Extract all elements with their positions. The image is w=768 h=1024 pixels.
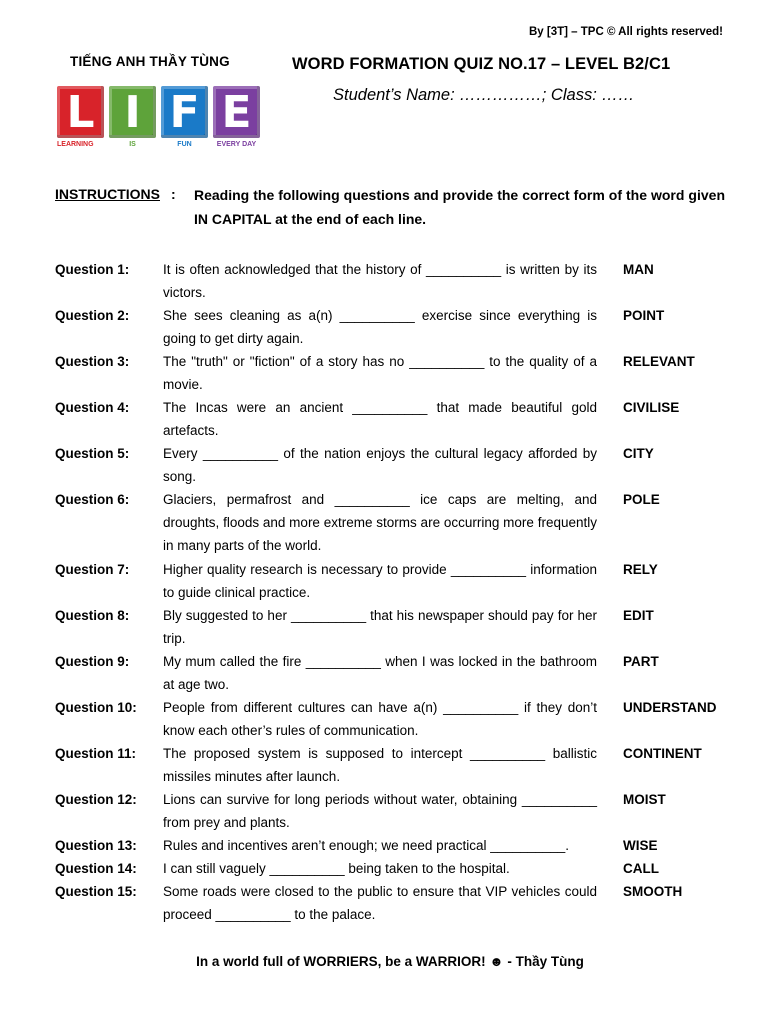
instructions-heading: INSTRUCTIONS [55,186,160,202]
logo-caption-fun: FUN [177,141,192,148]
question-text: Lions can survive for long periods without water, obtaining __________ from prey and plants. [163,792,597,830]
question-text: My mum called the fire __________ when I was locked in the bathroom at age two. [163,654,597,692]
logo-caption-learning: LEARNING [57,141,94,148]
question-keyword: CITY [623,446,654,461]
question-number: Question 1: [55,262,130,277]
instructions-colon: : [171,186,176,202]
question-keyword: EDIT [623,608,654,623]
question-keyword: RELY [623,562,658,577]
question-text: Rules and incentives aren’t enough; we need practical __________. [163,838,570,853]
question-number: Question 5: [55,446,130,461]
question-number: Question 6: [55,492,130,507]
question-text: I can still vaguely __________ being taken to the hospital. [163,861,510,876]
question-keyword: CALL [623,861,659,876]
question-text: The Incas were an ancient __________ that made beautiful gold artefacts. [163,400,597,438]
question-number: Question 12: [55,792,137,807]
question-number: Question 13: [55,838,137,853]
question-text: She sees cleaning as a(n) __________ exercise since everything is going to get dirty again. [163,308,597,346]
quiz-title: WORD FORMATION QUIZ NO.17 – LEVEL B2/C1 [292,55,671,73]
question-keyword: PART [623,654,659,669]
question-text: Bly suggested to her __________ that his newspaper should pay for her trip. [163,608,597,646]
question-text: Every __________ of the nation enjoys the cultural legacy afforded by song. [163,446,597,484]
question-number: Question 3: [55,354,130,369]
copyright-notice: By [3T] – TPC © All rights reserved! [528,26,723,38]
question-number: Question 8: [55,608,130,623]
question-number: Question 10: [55,700,137,715]
footer-motto: In a world full of WORRIERS, be a WARRIOR! ☻ - Thầy Tùng [196,954,584,969]
question-number: Question 2: [55,308,130,323]
question-keyword: SMOOTH [623,884,683,899]
question-keyword: CONTINENT [623,746,702,761]
question-number: Question 15: [55,884,137,899]
instructions-text: Reading the following questions and provide the correct form of the word given IN CAPITAL at the end of each line. [194,187,725,227]
question-number: Question 11: [55,746,137,761]
logo-caption-every-day: EVERY DAY [216,141,257,148]
student-name-line: Student’s Name: ……………; Class: …… [333,86,635,104]
question-keyword: POINT [623,308,665,323]
logo-tile-f: F [161,86,208,138]
question-number: Question 14: [55,861,137,876]
brand-name: TIẾNG ANH THẦY TÙNG [70,54,230,69]
logo-tile-l: L [57,86,104,138]
question-keyword: RELEVANT [623,354,695,369]
question-keyword: MOIST [623,792,666,807]
question-keyword: UNDERSTAND [623,700,717,715]
question-text: Higher quality research is necessary to provide __________ information to guide clinical practice. [163,562,597,600]
question-number: Question 4: [55,400,130,415]
logo-caption-is: IS [129,141,136,148]
question-text: It is often acknowledged that the history of __________ is written by its victors. [163,262,597,300]
life-logo [57,86,263,154]
question-number: Question 9: [55,654,130,669]
logo-tile-e: E [213,86,260,138]
question-number: Question 7: [55,562,130,577]
question-keyword: WISE [623,838,658,853]
question-text: Glaciers, permafrost and __________ ice caps are melting, and droughts, floods and more extreme storms are occurring more frequently in many parts of the world. [163,492,597,553]
question-keyword: POLE [623,492,660,507]
question-keyword: CIVILISE [623,400,680,415]
question-keyword: MAN [623,262,654,277]
question-text: The "truth" or "fiction" of a story has no __________ to the quality of a movie. [163,354,597,392]
question-text: People from different cultures can have a(n) __________ if they don’t know each other’s rules of communication. [163,700,597,738]
logo-tile-i: I [109,86,156,138]
question-text: The proposed system is supposed to intercept __________ ballistic missiles minutes after launch. [163,746,597,784]
question-text: Some roads were closed to the public to ensure that VIP vehicles could proceed __________ to the palace. [163,884,597,922]
